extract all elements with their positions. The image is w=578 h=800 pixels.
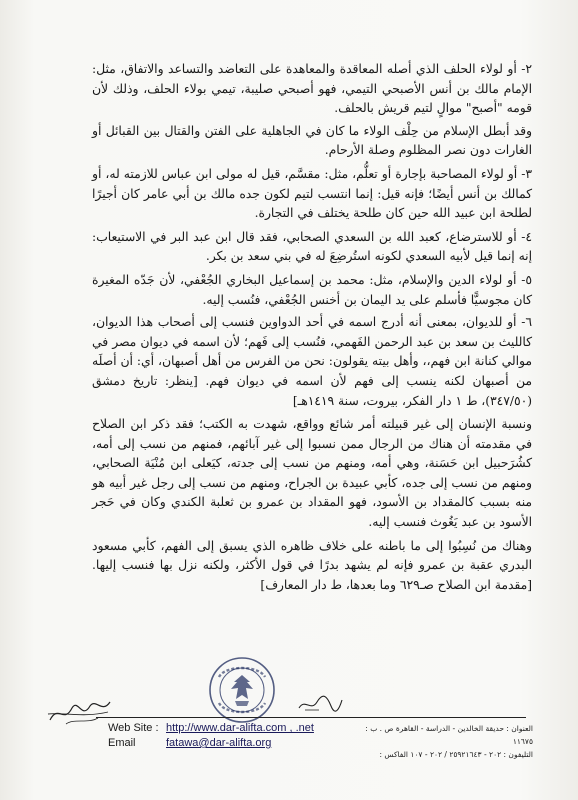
paragraph-1: ٢- أو لولاء الحلف الذي أصله المعاقدة والمعاهدة على التعاضد والتساعد والاتفاق، مثل: الإمام مالك بن أنس الأصبحي التيمي، فهو أصبحي صليبة، تيمي بولاء الحلف، وذلك لأن قومه "أصبح" موالٍ لتيم قريش بالحلف. (92, 62, 532, 116)
paragraph-8: وهناك من نُسِبُوا إلى ما باطنه على خلاف ظاهره الذي يسبق إلى الفهم، كأبي مسعود البدري عقبة بن عمرو فإنه لم يشهد بدرًا في قول الأكثر، ولكنه نزل بها فنسب إليها. [مقدمة ابن الصلاح صـ٦٢٩ وما بعدها، ط دار المعارف] (92, 538, 532, 592)
footer-divider (96, 717, 526, 718)
email-label: Email (108, 737, 136, 749)
paragraph-4: ٤- أو للاسترضاع، كعبد الله بن السعدي الصحابي، فقد قال ابن عبد البر في الاستيعاب: إنه إنما قيل لأبيه السعدي لكونه استُرضِعَ له في بني سعد بن بكر. (92, 229, 532, 264)
paragraph-3: ٣- أو لولاء المصاحبة بإجارة أو تعلُّم، مثل: مقسَّم، قيل له مولى ابن عباس للازمته له، أو كمالك بن أنس أيضًا؛ فإنه قيل: إنما انتسب لتيم لكون جده مالك بن أبي عامر كان أجيرًا لطلحة ابن عبيد الله حين كان طلحة يختلف في التجارة. (92, 166, 532, 221)
website-label: Web Site : (108, 722, 159, 734)
paragraph-6: ٦- أو للديوان، بمعنى أنه أدرج اسمه في أحد الدواوين فنسب إلى أصحاب هذا الديوان، كالليث بن سعد بن عبد الرحمن الفَهمي، فنُسب إلى فَهم؛ لأن اسمه في ديوان مصر في موالي كنانة ابن فهم،، وأهل بيته يقولون: نحن من الفرس من أهل أصبهان، أي: أن أصلَه من أصبهان لكنه ينسب إلى فهم لأن اسمه في ديوان فهم. [ينظر: تاريخ دمشق (٣٤٧/٥٠)، ط ١ دار الفكر، بيروت، سنة ١٤١٩هـ] (92, 315, 532, 408)
phone-line: التليفون : ٢٠٢ - ٢٥٩٢١٦٤٣ / ٢٠٢ - ١٠٧ الفاكس : (379, 750, 533, 759)
document-body (92, 60, 532, 598)
official-stamp (207, 655, 277, 725)
initials-signature (295, 690, 345, 716)
email-link[interactable]: fatawa@dar-alifta.org (166, 737, 272, 749)
email-row (108, 736, 348, 751)
handwritten-signature (44, 694, 114, 728)
paragraph-7: ونسبة الإنسان إلى غير قبيلته أمر شائع وواقع، شهدت به الكتب؛ فقد ذكر ابن الصلاح في مقدمته أن هناك من الرجال ممن نسبوا إلى غير آبائهم، فمنهم من نسب إلى أمه، كشُرَحبيل ابن حَسَنة، وهي أمه، ومنهم من نسب إلى جدته، كيَعلى ابن مُنْيَة الصحابي، ومنهم من نسب إلى جده، كأبي عبيدة بن الجراح، ومنهم من نسب إلى رجل غير أبيه هو منه بسبب كالمقداد بن الأسود، فهو المقداد بن عمرو بن ثعلبة الكندي وكان في حَجر الأسود بن عبد يَغُوث فنسب إليه. (92, 417, 532, 530)
footer-address-block (355, 722, 533, 761)
paragraph-2: وقد أبطل الإسلام من حِلْف الولاء ما كان في الجاهلية على الفتن والقتال بين القبائل أو الغارات دون نصر المظلوم وصلة الأرحام. (92, 123, 532, 158)
footer-contact (108, 721, 348, 751)
website-link[interactable]: http://www.dar-alifta.com , .net (166, 722, 314, 734)
paragraph-5: ٥- أو لولاء الدين والإسلام، مثل: محمد بن إسماعيل البخاري الجُعْفي، لأن جَدّه المغيرة كان مجوسيًّا فأسلم على يد اليمان بن أخنس الجُعْفي، فنُسب إليه. (92, 272, 532, 307)
website-row (108, 721, 348, 736)
address-line: العنوان : حديقة الخالدين - الدراسة - القاهرة ص . ب : ١١٦٧٥ (365, 724, 533, 746)
